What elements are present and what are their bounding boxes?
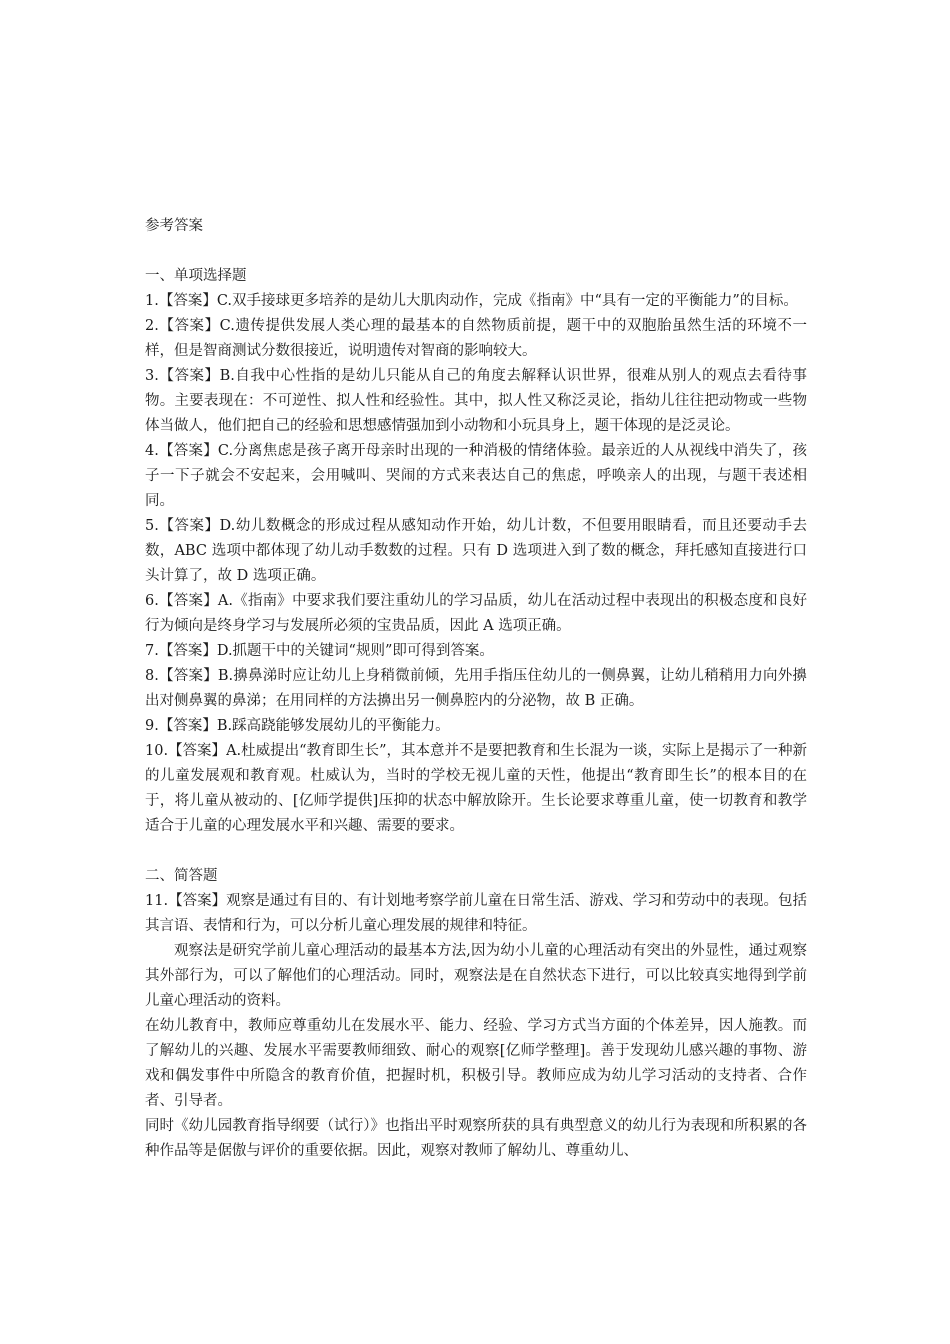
document-title: 参考答案 — [145, 218, 203, 234]
answer-item-1: 1.【答案】C.双手接球更多培养的是幼儿大肌肉动作，完成《指南》中“具有一定的平衡能力”的目标。 — [145, 293, 798, 309]
paragraph-observation-method: 观察法是研究学前儿童心理活动的最基本方法,因为幼小儿童的心理活动有突出的外显性，通过观察其外部行为，可以了解他们的心理活动。同时，观察法是在自然状态下进行，可以比较真实地得到学前儿童心理活动的资料。 — [145, 943, 807, 1009]
answer-item-5: 5.【答案】D.幼儿数概念的形成过程从感知动作开始，幼儿计数，不但要用眼睛看，而且还要动手去数，ABC 选项中都体现了幼儿动手数数的过程。只有 D 选项进入到了数的概念，拜托感知直接进行口头计算了，故 D 选项正确。 — [145, 518, 807, 584]
answer-item-10: 10.【答案】A.杜威提出“教育即生长”，其本意并不是要把教育和生长混为一谈，实际上是揭示了一种新的儿童发展观和教育观。杜威认为，当时的学校无视儿童的天性，他提出“教育即生长”的根本目的在于，将儿童从被动的、[亿师学提供]压抑的状态中解放除开。生长论要求尊重儿童，使一切教育和教学适合于儿童的心理发展水平和兴趣、需要的要求。 — [145, 743, 807, 834]
spacer — [145, 839, 807, 864]
answer-item-11: 11.【答案】观察是通过有目的、有计划地考察学前儿童在日常生活、游戏、学习和劳动中的表现。包括其言语、表情和行为，可以分析儿童心理发展的规律和特征。 — [145, 893, 807, 934]
section1-heading: 一、单项选择题 — [145, 268, 247, 284]
spacer — [145, 239, 807, 264]
answer-item-7: 7.【答案】D.抓题干中的关键词“规则”即可得到答案。 — [145, 643, 494, 659]
answer-item-9: 9.【答案】B.踩高跷能够发展幼儿的平衡能力。 — [145, 718, 450, 734]
answer-item-4: 4.【答案】C.分离焦虑是孩子离开母亲时出现的一种消极的情绪体验。最亲近的人从视线中消失了，孩子一下子就会不安起来，会用喊叫、哭闹的方式来表达自己的焦虑，呼唤亲人的出现，与题干表述相同。 — [145, 443, 807, 509]
paragraph-guideline: 同时《幼儿园教育指导纲要（试行）》也指出平时观察所获的具有典型意义的幼儿行为表现和所积累的各种作品等是倨傲与评价的重要依据。因此，观察对教师了解幼儿、尊重幼儿、 — [145, 1118, 807, 1159]
answer-item-8: 8.【答案】B.擤鼻涕时应让幼儿上身稍微前倾，先用手指压住幼儿的一侧鼻翼，让幼儿稍稍用力向外擤出对侧鼻翼的鼻涕；在用同样的方法擤出另一侧鼻腔内的分泌物，故 B 正确。 — [145, 668, 807, 709]
answer-item-3: 3.【答案】B.自我中心性指的是幼儿只能从自己的角度去解释认识世界，很难从别人的观点去看待事物。主要表现在：不可逆性、拟人性和经验性。其中，拟人性又称泛灵论，指幼儿往往把动物或一些物体当做人，他们把自己的经验和思想感情强加到小动物和小玩具身上，题干体现的是泛灵论。 — [145, 368, 807, 434]
section2-heading: 二、简答题 — [145, 868, 218, 884]
answer-item-6: 6.【答案】A.《指南》中要求我们要注重幼儿的学习品质，幼儿在活动过程中表现出的积极态度和良好行为倾向是终身学习与发展所必须的宝贵品质，因此 A 选项正确。 — [145, 593, 807, 634]
answer-document — [145, 214, 807, 1164]
answer-item-2: 2.【答案】C.遗传提供发展人类心理的最基本的自然物质前提，题干中的双胞胎虽然生活的环境不一样，但是智商测试分数很接近，说明遗传对智商的影响较大。 — [145, 318, 807, 359]
paragraph-early-education: 在幼儿教育中，教师应尊重幼儿在发展水平、能力、经验、学习方式当方面的个体差异，因人施教。而了解幼儿的兴趣、发展水平需要教师细致、耐心的观察[亿师学整理]。善于发现幼儿感兴趣的事物、游戏和偶发事件中所隐含的教育价值，把握时机，积极引导。教师应成为幼儿学习活动的支持者、合作者、引导者。 — [145, 1018, 807, 1109]
